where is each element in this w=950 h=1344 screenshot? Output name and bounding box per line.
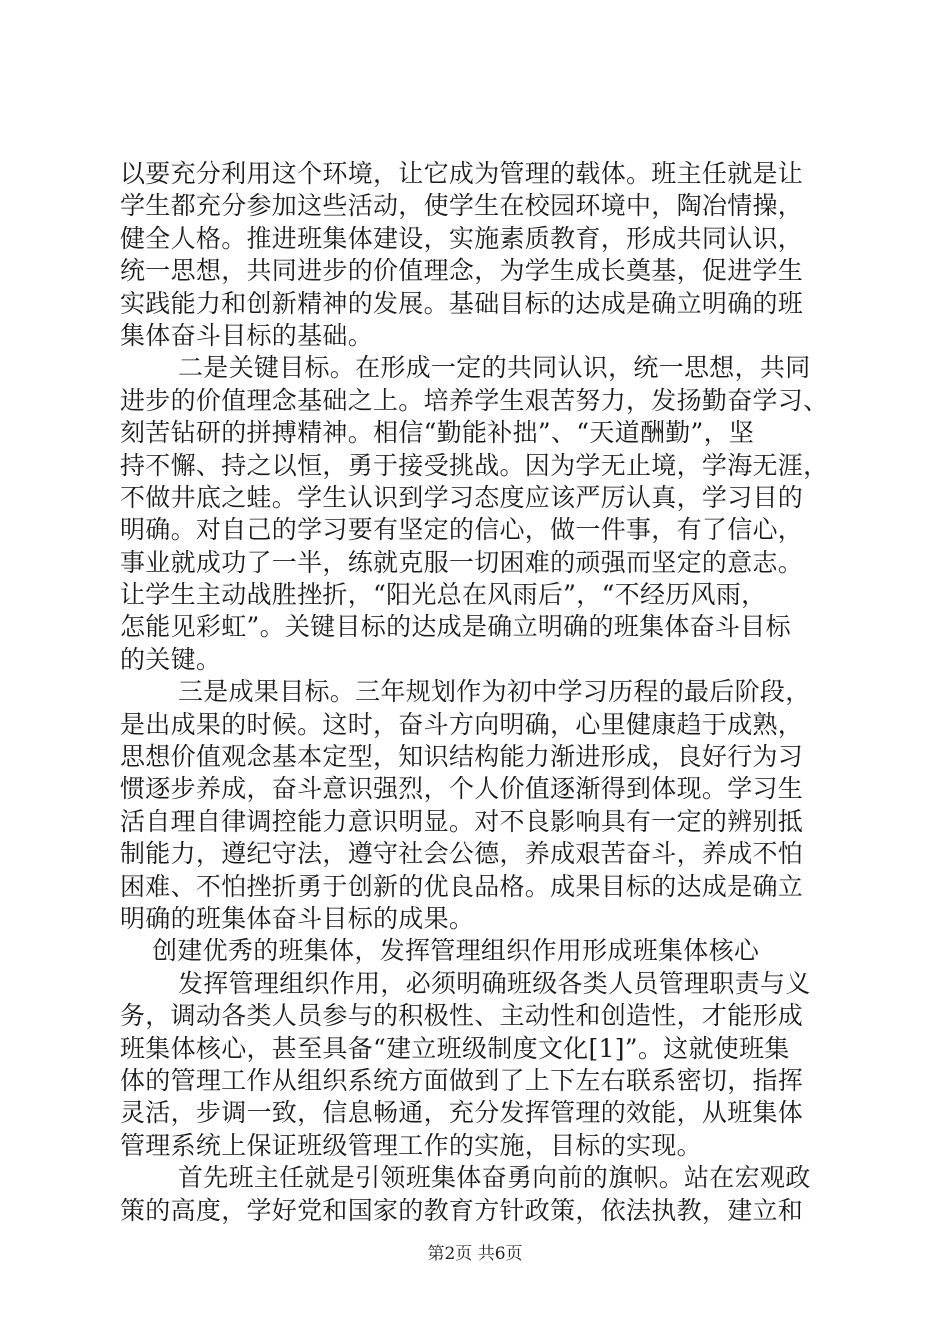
body-text	[120, 158, 832, 1227]
text-line: 思想价值观念基本定型，知识结构能力渐进形成，良好行为习	[120, 742, 804, 772]
page-number: 第2页 共6页	[427, 1244, 523, 1264]
section-heading: 创建优秀的班集体，发挥管理组织作用形成班集体核心	[152, 936, 760, 966]
text-line: 实践能力和创新精神的发展。基础目标的达成是确立明确的班	[120, 288, 804, 318]
text-line: 持不懈、持之以恒，勇于接受挑战。因为学无止境，学海无涯，	[120, 450, 829, 480]
text-line: 明确的班集体奋斗目标的成果。	[120, 903, 475, 933]
text-line: 集体奋斗目标的基础。	[120, 320, 374, 350]
text-line: 的关键。	[120, 644, 222, 674]
text-line: 活自理自律调控能力意识明显。对不良影响具有一定的辨别抵	[120, 806, 804, 836]
paragraph-start-line: 三是成果目标。三年规划作为初中学习历程的最后阶段，	[178, 677, 811, 707]
text-line: 制能力，遵纪守法，遵守社会公德，养成艰苦奋斗，养成不怕	[120, 839, 804, 869]
text-line: 不做井底之蛙。学生认识到学习态度应该严厉认真，学习目的	[120, 482, 804, 512]
text-line: 策的高度，学好党和国家的教育方针政策，依法执教，建立和	[120, 1195, 804, 1225]
text-line: 明确。对自己的学习要有坚定的信心，做一件事，有了信心，	[120, 515, 804, 545]
text-line: 以要充分利用这个环境，让它成为管理的载体。班主任就是让	[120, 159, 804, 188]
text-line: 惯逐步养成，奋斗意识强烈，个人价值逐渐得到体现。学习生	[120, 774, 804, 804]
text-line: 怎能见彩虹”。关键目标的达成是确立明确的班集体奋斗目标	[120, 612, 791, 642]
text-line: 让学生主动战胜挫折，“阳光总在风雨后”，“不经历风雨，	[120, 580, 767, 610]
text-line: 灵活，步调一致，信息畅通，充分发挥管理的效能，从班集体	[120, 1098, 804, 1128]
text-line: 是出成果的时候。这时，奋斗方向明确，心里健康趋于成熟，	[120, 709, 804, 739]
page-footer	[0, 1244, 950, 1264]
text-line: 困难、不怕挫折勇于创新的优良品格。成果目标的达成是确立	[120, 871, 804, 901]
paragraph-start-line: 发挥管理组织作用，必须明确班级各类人员管理职责与义	[178, 968, 811, 998]
text-line: 事业就成功了一半，练就克服一切困难的顽强而坚定的意志。	[120, 547, 804, 577]
text-line: 班集体核心，甚至具备“建立班级制度文化[1]”。这就使班集	[120, 1033, 790, 1063]
text-line: 健全人格。推进班集体建设，实施素质教育，形成共同认识，	[120, 223, 804, 253]
text-line: 进步的价值理念基础之上。培养学生艰苦努力，发扬勤奋学习、	[120, 385, 829, 415]
text-line: 刻苦钻研的拼搏精神。相信“勤能补拙”、“天道酬勤”，坚	[120, 418, 755, 448]
text-line: 学生都充分参加这些活动，使学生在校园环境中，陶冶情操，	[120, 191, 804, 221]
text-line: 务，调动各类人员参与的积极性、主动性和创造性，才能形成	[120, 1001, 804, 1031]
text-line: 管理系统上保证班级管理工作的实施，目标的实现。	[120, 1130, 702, 1160]
text-line: 统一思想，共同进步的价值理念，为学生成长奠基，促进学生	[120, 256, 804, 286]
paragraph-start-line: 首先班主任就是引领班集体奋勇向前的旗帜。站在宏观政	[178, 1163, 811, 1193]
text-line: 体的管理工作从组织系统方面做到了上下左右联系密切，指挥	[120, 1065, 804, 1095]
paragraph-start-line: 二是关键目标。在形成一定的共同认识，统一思想，共同	[178, 353, 811, 383]
